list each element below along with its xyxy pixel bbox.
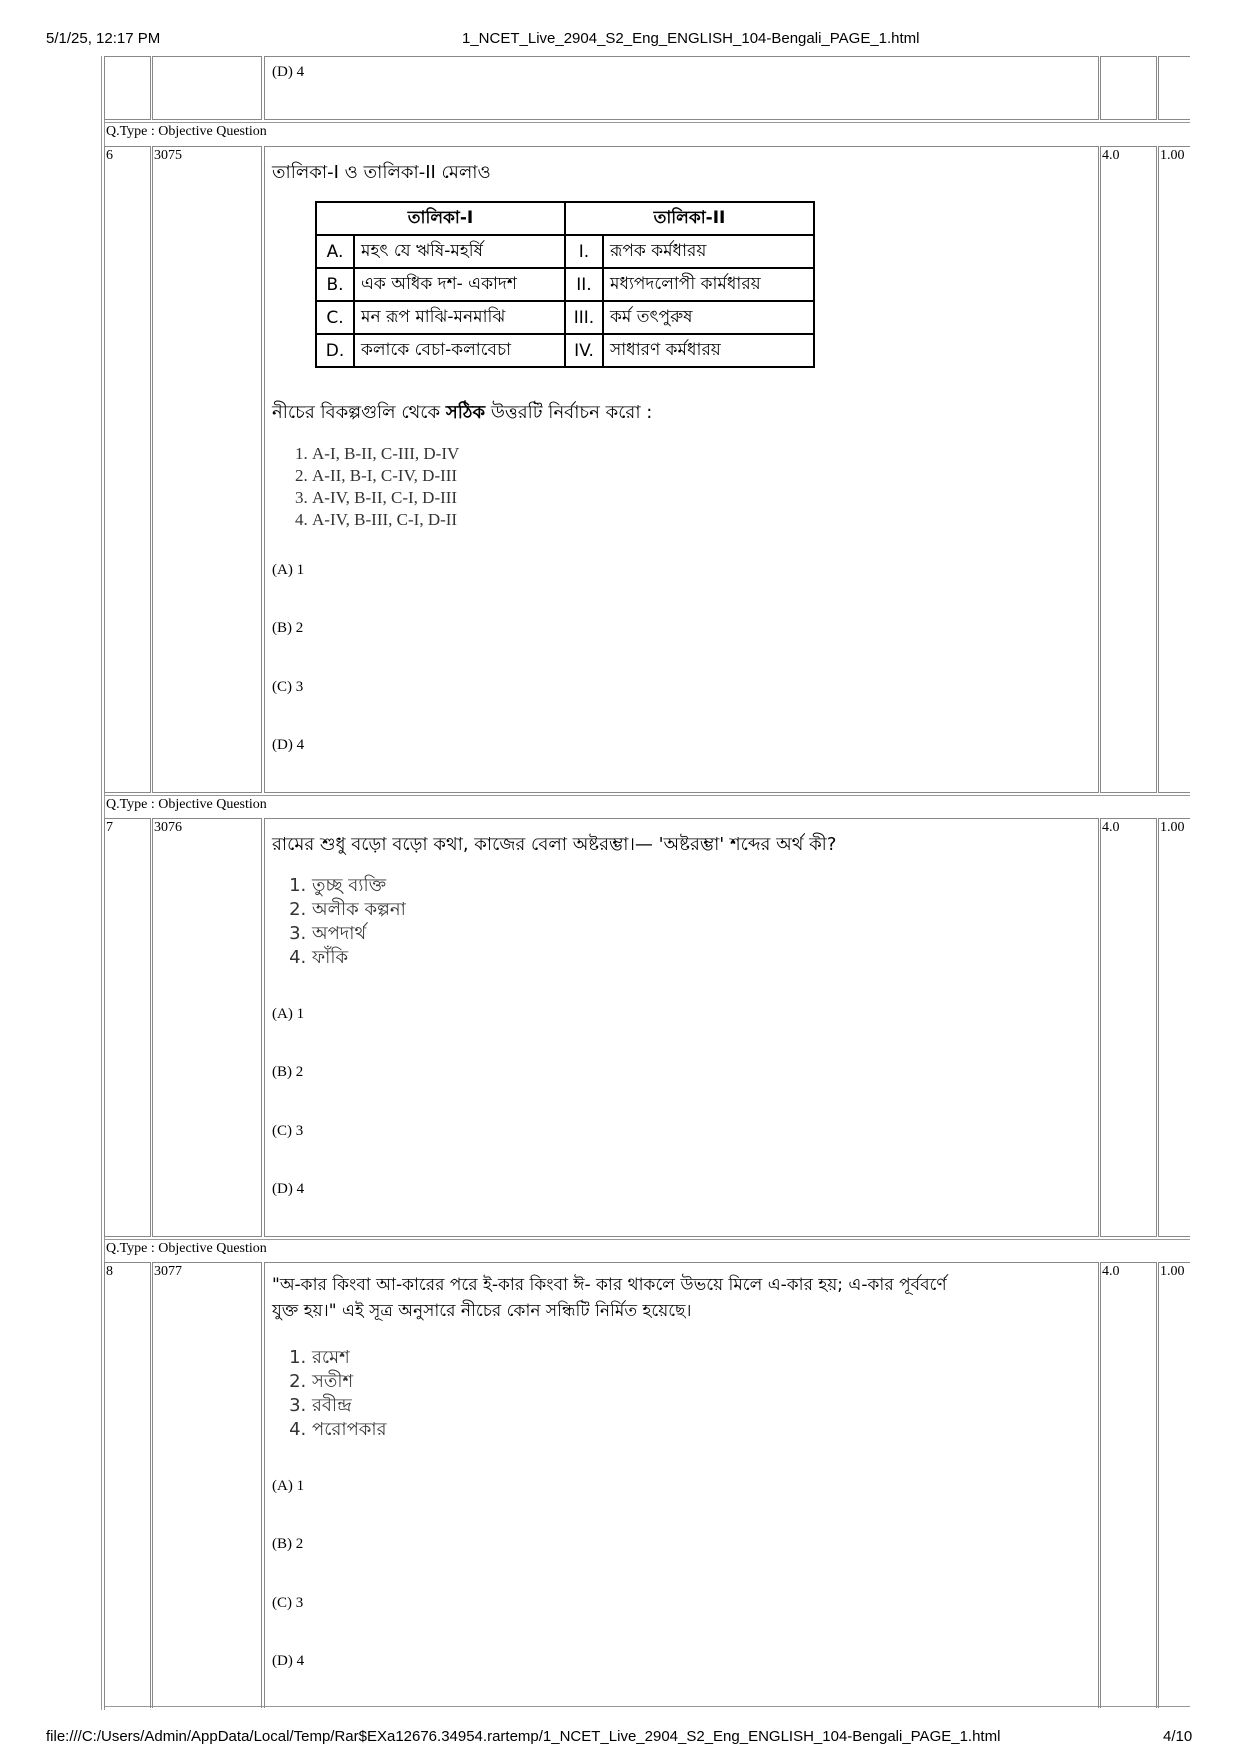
question-negative: 1.00	[1160, 148, 1185, 163]
table-left-rail	[101, 56, 102, 1710]
match-table	[315, 201, 815, 368]
option-d[interactable]: (D) 4	[272, 1181, 305, 1197]
choice-item: 4. A-IV, B-III, C-I, D-II	[312, 509, 459, 531]
question-marks: 4.0	[1102, 820, 1120, 835]
question-id: 3076	[154, 820, 182, 835]
list2-key: I.	[565, 235, 603, 268]
option-a[interactable]: (A) 1	[272, 562, 305, 578]
list2-key: III.	[565, 301, 603, 334]
choice-item: 3. অপদার্থ	[312, 922, 406, 946]
qtype-divider	[104, 795, 1190, 796]
qtype-divider	[104, 122, 1190, 123]
list2-item: সাধারণ কর্মধারয়	[603, 334, 814, 367]
choice-item: 2. সতীশ	[312, 1370, 387, 1394]
question-stem-line-1: "অ-কার কিংবা আ-কারের পরে ই-কার কিংবা ঈ- কার থাকলে উভয়ে মিলে এ-কার হয়; এ-কার পূর্ববর্ণে	[272, 1275, 947, 1295]
qtype-label: Q.Type : Objective Question	[106, 124, 267, 139]
choice-item: 3. A-IV, B-II, C-I, D-III	[312, 487, 459, 509]
instruction-bold: সঠিক	[445, 402, 486, 423]
question-negative: 1.00	[1160, 820, 1185, 835]
question-sno: 7	[106, 820, 113, 835]
choice-item: 1. রমেশ	[312, 1346, 387, 1370]
question-stem: রামের শুধু বড়ো বড়ো কথা, কাজের বেলা অষ্টরম্ভা।— 'অষ্টরম্ভা' শব্দের অর্থ কী?	[272, 834, 837, 855]
sno-cell	[104, 1262, 151, 1708]
question-sno: 6	[106, 148, 113, 163]
marks-cell	[1100, 818, 1157, 1237]
choice-item: 1. তুচ্ছ ব্যক্তি	[312, 874, 406, 898]
list2-key: II.	[565, 268, 603, 301]
qtype-divider	[104, 1239, 1190, 1240]
choice-list	[274, 874, 406, 970]
prev-marks-cell	[1100, 56, 1157, 120]
choice-item: 2. A-II, B-I, C-IV, D-III	[312, 465, 459, 487]
question-marks: 4.0	[1102, 148, 1120, 163]
question-stem: তালিকা-I ও তালিকা-II মেলাও	[272, 162, 491, 183]
print-page-number: 4/10	[1163, 1728, 1193, 1745]
negative-cell	[1158, 1262, 1190, 1708]
option-a[interactable]: (A) 1	[272, 1478, 305, 1494]
option-a[interactable]: (A) 1	[272, 1006, 305, 1022]
choice-list	[274, 1346, 387, 1442]
print-title: 1_NCET_Live_2904_S2_Eng_ENGLISH_104-Bengali_PAGE_1.html	[462, 30, 920, 47]
list1-key: C.	[316, 301, 354, 334]
instruction-text: উত্তরটি নির্বাচন করো :	[485, 402, 653, 423]
option-c[interactable]: (C) 3	[272, 679, 304, 695]
print-file-path: file:///C:/Users/Admin/AppData/Local/Temp/Rar$EXa12676.34954.rartemp/1_NCET_Live_2904_S2_Eng_ENGLISH_104-Bengali_PAGE_1.html	[46, 1728, 1001, 1745]
prev-qid-cell	[152, 56, 262, 120]
list1-item: মন রূপ মাঝি-মনমাঝি	[354, 301, 565, 334]
option-d[interactable]: (D) 4	[272, 737, 305, 753]
qid-cell	[152, 1262, 262, 1708]
question-id: 3077	[154, 1264, 182, 1279]
print-datetime: 5/1/25, 12:17 PM	[46, 30, 161, 47]
sno-cell	[104, 146, 151, 793]
option-d[interactable]: (D) 4	[272, 1653, 305, 1669]
list2-item: রূপক কর্মধারয়	[603, 235, 814, 268]
list2-header: তালিকা-II	[565, 202, 814, 235]
choice-item: 3. রবীন্দ্র	[312, 1394, 387, 1418]
qtype-label: Q.Type : Objective Question	[106, 797, 267, 812]
list1-key: D.	[316, 334, 354, 367]
list1-item: মহৎ যে ঋষি-মহর্ষি	[354, 235, 565, 268]
question-sno: 8	[106, 1264, 113, 1279]
question-id: 3075	[154, 148, 182, 163]
list1-header: তালিকা-I	[316, 202, 565, 235]
choice-item: 1. A-I, B-II, C-III, D-IV	[312, 443, 459, 465]
negative-cell	[1158, 146, 1190, 793]
list2-item: মধ্যপদলোপী কার্মধারয়	[603, 268, 814, 301]
question-cell	[264, 1262, 1099, 1708]
choice-item: 4. ফাঁকি	[312, 946, 406, 970]
marks-cell	[1100, 1262, 1157, 1708]
list2-key: IV.	[565, 334, 603, 367]
list1-item: এক অধিক দশ- একাদশ	[354, 268, 565, 301]
question-instruction	[272, 398, 652, 429]
choice-item: 4. পরোপকার	[312, 1418, 387, 1442]
list1-key: A.	[316, 235, 354, 268]
qid-cell	[152, 818, 262, 1237]
question-negative: 1.00	[1160, 1264, 1185, 1279]
prev-question-cell	[264, 56, 1099, 120]
question-marks: 4.0	[1102, 1264, 1120, 1279]
prev-option-d: (D) 4	[272, 64, 305, 80]
option-c[interactable]: (C) 3	[272, 1595, 304, 1611]
qid-cell	[152, 146, 262, 793]
option-b[interactable]: (B) 2	[272, 1064, 304, 1080]
prev-negative-cell	[1158, 56, 1190, 120]
option-c[interactable]: (C) 3	[272, 1123, 304, 1139]
marks-cell	[1100, 146, 1157, 793]
list1-item: কলাকে বেচা-কলাবেচা	[354, 334, 565, 367]
negative-cell	[1158, 818, 1190, 1237]
list1-key: B.	[316, 268, 354, 301]
qtype-label: Q.Type : Objective Question	[106, 1241, 267, 1256]
option-b[interactable]: (B) 2	[272, 1536, 304, 1552]
list2-item: কর্ম তৎপুরুষ	[603, 301, 814, 334]
sno-cell	[104, 818, 151, 1237]
prev-sno-cell	[104, 56, 151, 120]
choice-list	[274, 443, 459, 531]
question-stem-line-2: যুক্ত হয়।" এই সূত্র অনুসারে নীচের কোন সন্ধিটি নির্মিত হয়েছে।	[272, 1301, 692, 1321]
option-b[interactable]: (B) 2	[272, 620, 304, 636]
choice-item: 2. অলীক কল্পনা	[312, 898, 406, 922]
instruction-text: নীচের বিকল্পগুলি থেকে	[272, 402, 446, 423]
